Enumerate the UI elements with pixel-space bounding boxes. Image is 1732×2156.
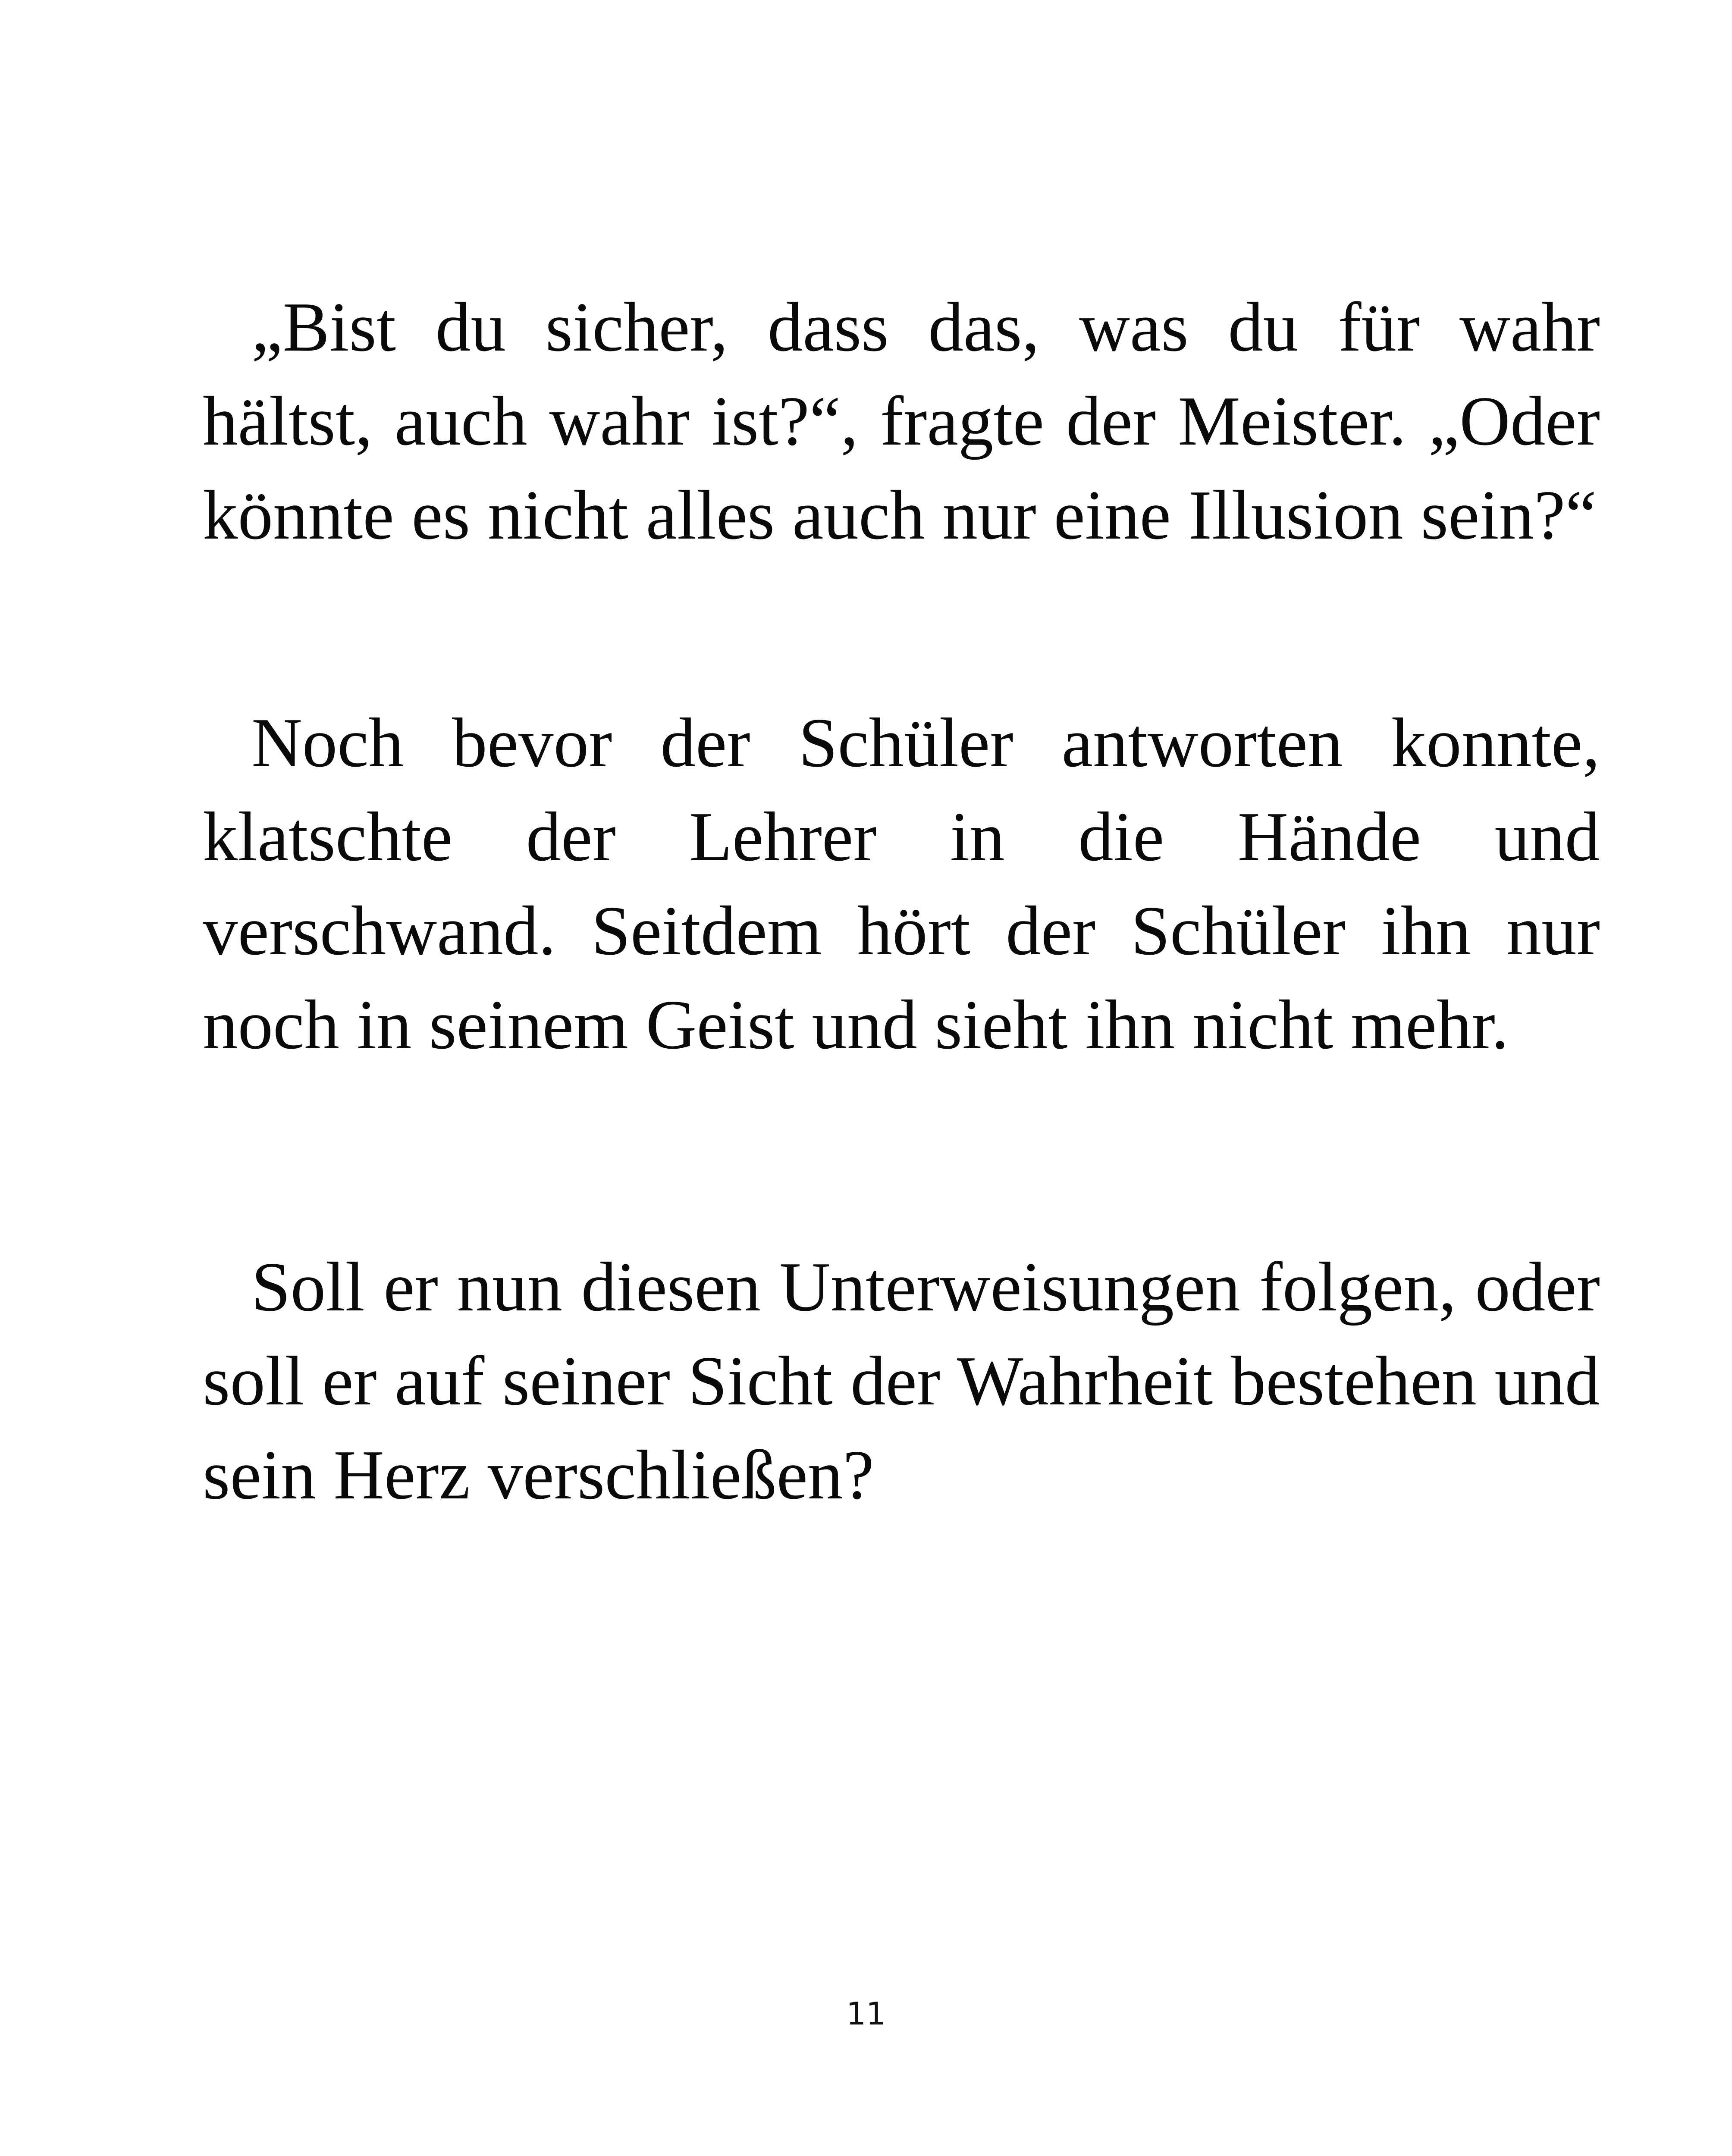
page-number: 11 bbox=[846, 1996, 886, 2032]
paragraph-1 bbox=[203, 280, 1600, 562]
paragraph-text: „Bist du sicher, dass das, was du für wahr hältst, auch wahr ist?“, fragte der Meister. „Oder könnte es nicht alles auch nur eine Illusion sein?“ bbox=[203, 288, 1600, 554]
paragraph-3 bbox=[203, 1240, 1600, 1522]
paragraph-2 bbox=[203, 696, 1600, 1072]
paragraph-text: Soll er nun diesen Unterweisungen folgen, oder soll er auf seiner Sicht der Wahrheit bestehen und sein Herz verschließen? bbox=[203, 1248, 1600, 1514]
paragraph-text: Noch bevor der Schüler antworten konnte, klatschte der Lehrer in die Hände und verschwand. Seitdem hört der Schüler ihn nur noch in seinem Geist und sieht ihn nicht mehr. bbox=[203, 704, 1600, 1064]
